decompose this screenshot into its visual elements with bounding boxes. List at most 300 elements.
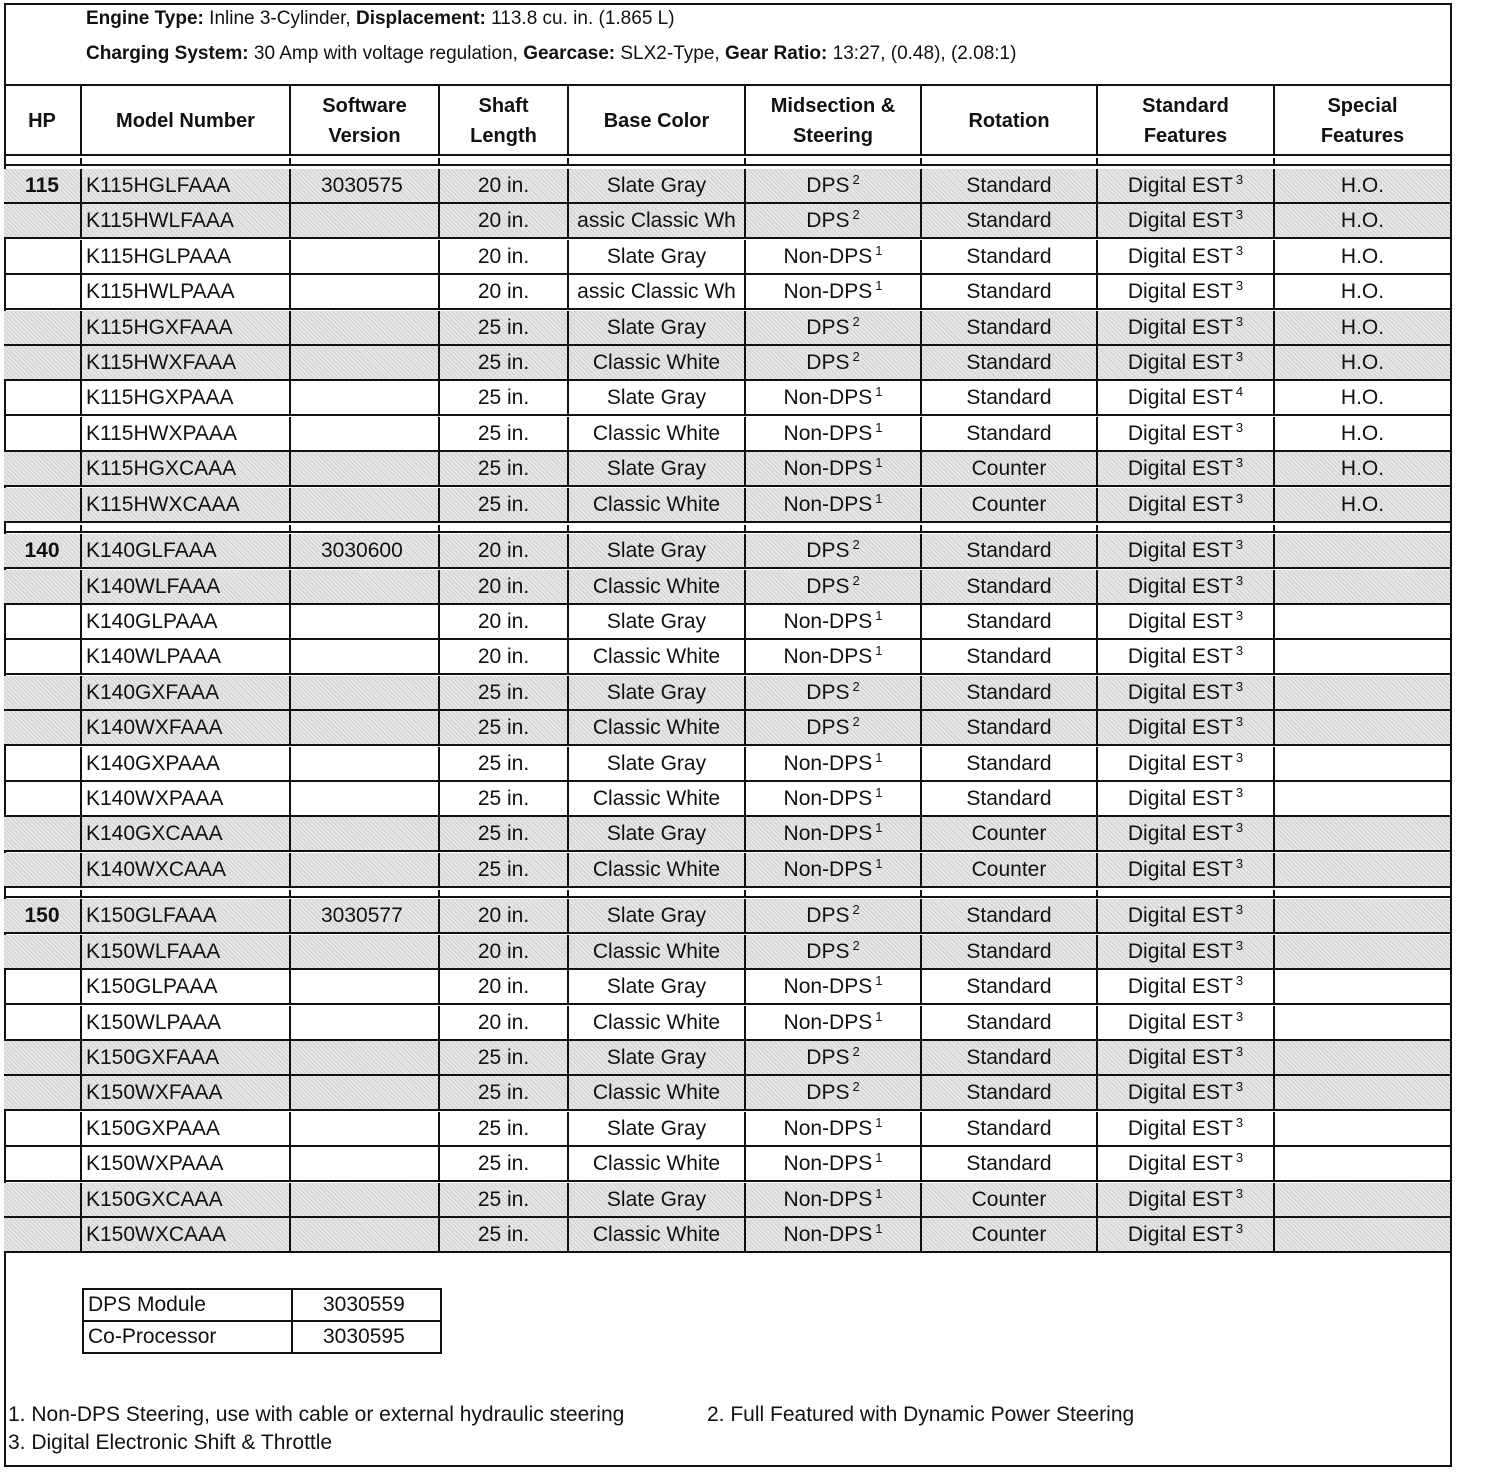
spec-label: Charging System: xyxy=(86,43,249,64)
model-number-cell: K140WLPAAA xyxy=(82,640,291,673)
software-version-cell: 3030577 xyxy=(291,899,440,932)
standard-features-cell: Digital EST $^3$ xyxy=(1098,676,1275,709)
base-color-cell: Classic White xyxy=(569,1218,746,1251)
model-number-cell: K115HGXCAAA xyxy=(82,452,291,485)
rotation-cell: Standard xyxy=(922,1006,1098,1039)
rotation-cell: Counter xyxy=(922,488,1098,521)
special-features-cell xyxy=(1275,782,1452,815)
column-header: Special Features xyxy=(1275,86,1452,156)
footnote-ref: 2 xyxy=(852,1079,860,1095)
model-number-cell: K115HGLPAAA xyxy=(82,240,291,273)
table-row xyxy=(4,1218,1452,1253)
footnote-ref: 1 xyxy=(875,490,883,506)
steering-cell: DPS $^2$ xyxy=(746,204,922,237)
model-number-cell: K140WXPAAA xyxy=(82,782,291,815)
gap-cell xyxy=(4,158,82,164)
standard-features-cell: Digital EST $^3$ xyxy=(1098,275,1275,308)
standard-features-cell: Digital EST $^3$ xyxy=(1098,935,1275,968)
footnote-ref: 2 xyxy=(852,172,860,187)
software-version-cell xyxy=(291,1112,440,1145)
standard-features-cell: Digital EST $^3$ xyxy=(1098,1147,1275,1180)
base-color-cell: Slate Gray xyxy=(569,899,746,932)
model-number-cell: K140GXPAAA xyxy=(82,747,291,780)
software-version-cell xyxy=(291,1076,440,1109)
hp-cell xyxy=(4,782,82,815)
rotation-cell: Counter xyxy=(922,452,1098,485)
shaft-length-cell: 20 in. xyxy=(440,275,569,308)
model-number-cell: K115HWXFAAA xyxy=(82,346,291,379)
table-row xyxy=(4,899,1452,934)
base-color-cell: Classic White xyxy=(569,935,746,968)
footnote-ref: 1 xyxy=(875,608,883,623)
software-version-cell xyxy=(291,782,440,815)
table-row xyxy=(4,711,1452,746)
table-row xyxy=(4,204,1452,239)
special-features-cell xyxy=(1275,676,1452,709)
standard-features-cell: Digital EST $^3$ xyxy=(1098,817,1275,850)
hp-cell xyxy=(4,817,82,850)
shaft-length-cell: 20 in. xyxy=(440,169,569,202)
footnote-ref: 2 xyxy=(852,349,860,364)
gap-cell xyxy=(922,158,1098,164)
base-color-cell: Slate Gray xyxy=(569,240,746,273)
base-color-cell: Classic White xyxy=(569,1147,746,1180)
software-version-cell: 3030600 xyxy=(291,534,440,567)
spec-value: SLX2-Type, xyxy=(615,43,725,64)
standard-features-cell: Digital EST $^4$ xyxy=(1098,381,1275,414)
standard-features-cell: Digital EST $^3$ xyxy=(1098,1183,1275,1216)
steering-cell: DPS $^2$ xyxy=(746,935,922,968)
software-version-cell xyxy=(291,970,440,1003)
special-features-cell xyxy=(1275,1147,1452,1180)
footnote-ref: 1 xyxy=(875,1150,883,1166)
hp-cell xyxy=(4,1147,82,1180)
standard-features-cell: Digital EST $^3$ xyxy=(1098,970,1275,1003)
base-color-cell: Slate Gray xyxy=(569,311,746,344)
gap-cell xyxy=(922,525,1098,531)
software-version-cell xyxy=(291,1218,440,1251)
model-number-cell: K150GXCAAA xyxy=(82,1183,291,1216)
shaft-length-cell: 25 in. xyxy=(440,747,569,780)
base-color-cell: Classic White xyxy=(569,417,746,450)
footnote-ref: 1 xyxy=(875,973,883,989)
steering-cell: DPS $^2$ xyxy=(746,676,922,709)
rotation-cell: Standard xyxy=(922,311,1098,344)
footnote-ref: 3 xyxy=(1235,242,1244,258)
steering-cell: Non-DPS $^1$ xyxy=(746,488,922,521)
standard-features-cell: Digital EST $^3$ xyxy=(1098,488,1275,521)
table-row xyxy=(4,970,1452,1005)
gap-cell xyxy=(440,890,569,896)
footnote-ref: 3 xyxy=(1235,714,1244,730)
base-color-cell: Slate Gray xyxy=(569,169,746,202)
hp-cell xyxy=(4,1076,82,1109)
table-row xyxy=(4,311,1452,346)
special-features-cell xyxy=(1275,1006,1452,1039)
shaft-length-cell: 20 in. xyxy=(440,970,569,1003)
base-color-cell: Slate Gray xyxy=(569,605,746,638)
column-header: Rotation xyxy=(922,86,1098,156)
footnote-ref: 2 xyxy=(852,937,860,953)
spec-value: 30 Amp with voltage regulation, xyxy=(248,43,524,64)
gap-cell xyxy=(291,525,440,531)
gap-cell xyxy=(4,890,82,896)
footnote-ref: 3 xyxy=(1235,1185,1244,1201)
shaft-length-cell: 20 in. xyxy=(440,605,569,638)
table-row xyxy=(4,1076,1452,1111)
base-color-cell: Classic White xyxy=(569,640,746,673)
column-header: HP xyxy=(4,86,82,156)
special-features-cell xyxy=(1275,817,1452,850)
base-color-cell: Classic White xyxy=(569,711,746,744)
special-features-cell xyxy=(1275,1183,1452,1216)
special-features-cell: H.O. xyxy=(1275,311,1452,344)
hp-cell xyxy=(4,1006,82,1039)
standard-features-cell: Digital EST $^3$ xyxy=(1098,240,1275,273)
special-features-cell xyxy=(1275,534,1452,567)
shaft-length-cell: 25 in. xyxy=(440,817,569,850)
column-header: Midsection & Steering xyxy=(746,86,922,156)
group-gap xyxy=(4,890,1452,898)
standard-features-cell: Digital EST $^3$ xyxy=(1098,1076,1275,1109)
footnote-ref: 3 xyxy=(1235,455,1244,471)
hp-cell xyxy=(4,970,82,1003)
hp-cell xyxy=(4,1112,82,1145)
special-features-cell: H.O. xyxy=(1275,488,1452,521)
steering-cell: DPS $^2$ xyxy=(746,1076,922,1109)
footnote-ref: 1 xyxy=(875,855,883,871)
special-features-cell xyxy=(1275,970,1452,1003)
steering-cell: DPS $^2$ xyxy=(746,899,922,932)
footnote-ref: 3 xyxy=(1235,490,1244,506)
shaft-length-cell: 25 in. xyxy=(440,1183,569,1216)
rotation-cell: Standard xyxy=(922,204,1098,237)
module-name: DPS Module xyxy=(83,1289,292,1321)
standard-features-cell: Digital EST $^3$ xyxy=(1098,899,1275,932)
base-color-cell: Classic White xyxy=(569,1006,746,1039)
gap-cell xyxy=(1275,158,1452,164)
standard-features-cell: Digital EST $^3$ xyxy=(1098,452,1275,485)
standard-features-cell: Digital EST $^3$ xyxy=(1098,640,1275,673)
special-features-cell: H.O. xyxy=(1275,381,1452,414)
model-number-cell: K115HGXFAAA xyxy=(82,311,291,344)
base-color-cell: Slate Gray xyxy=(569,817,746,850)
model-number-cell: K150WXCAAA xyxy=(82,1218,291,1251)
table-row xyxy=(4,275,1452,310)
rotation-cell: Standard xyxy=(922,747,1098,780)
base-color-cell: Classic White xyxy=(569,570,746,603)
standard-features-cell: Digital EST $^3$ xyxy=(1098,747,1275,780)
hp-cell xyxy=(4,676,82,709)
base-color-cell: Classic White xyxy=(569,488,746,521)
special-features-cell xyxy=(1275,899,1452,932)
column-header: Software Version xyxy=(291,86,440,156)
shaft-length-cell: 25 in. xyxy=(440,311,569,344)
table-row xyxy=(4,1041,1452,1076)
standard-features-cell: Digital EST $^3$ xyxy=(1098,346,1275,379)
hp-cell xyxy=(4,240,82,273)
steering-cell: Non-DPS $^1$ xyxy=(746,817,922,850)
base-color-cell: Classic White xyxy=(569,853,746,886)
hp-cell xyxy=(4,1183,82,1216)
footnote-ref: 1 xyxy=(875,1008,883,1024)
shaft-length-cell: 20 in. xyxy=(440,204,569,237)
footnote-ref: 3 xyxy=(1235,1079,1244,1095)
footnote-ref: 3 xyxy=(1235,172,1244,187)
special-features-cell xyxy=(1275,853,1452,886)
footnote-ref: 3 xyxy=(1235,1008,1244,1024)
hp-cell xyxy=(4,605,82,638)
steering-cell: Non-DPS $^1$ xyxy=(746,970,922,1003)
model-number-cell: K140WLFAAA xyxy=(82,570,291,603)
hp-cell xyxy=(4,381,82,414)
steering-cell: DPS $^2$ xyxy=(746,1041,922,1074)
table-row xyxy=(4,452,1452,487)
software-version-cell xyxy=(291,240,440,273)
spec-label: Displacement: xyxy=(355,8,486,29)
standard-features-cell: Digital EST $^3$ xyxy=(1098,169,1275,202)
footnote-ref: 2 xyxy=(852,1044,860,1059)
gap-cell xyxy=(291,158,440,164)
special-features-cell xyxy=(1275,1041,1452,1074)
rotation-cell: Standard xyxy=(922,676,1098,709)
special-features-cell xyxy=(1275,1076,1452,1109)
spec-label: Gearcase: xyxy=(523,43,616,64)
special-features-cell xyxy=(1275,935,1452,968)
steering-cell: Non-DPS $^1$ xyxy=(746,782,922,815)
gap-cell xyxy=(291,890,440,896)
footnote-ref: 2 xyxy=(852,572,860,588)
shaft-length-cell: 20 in. xyxy=(440,935,569,968)
hp-cell xyxy=(4,346,82,379)
hp-cell xyxy=(4,275,82,308)
module-name: Co-Processor xyxy=(83,1321,292,1353)
spec-value: 113.8 cu. in. (1.865 L) xyxy=(485,8,675,29)
footnote-ref: 1 xyxy=(875,384,883,400)
software-version-cell xyxy=(291,711,440,744)
rotation-cell: Counter xyxy=(922,1218,1098,1251)
shaft-length-cell: 20 in. xyxy=(440,1006,569,1039)
gap-cell xyxy=(82,158,291,164)
gap-cell xyxy=(440,525,569,531)
footnote-ref: 3 xyxy=(1235,608,1244,623)
gap-cell xyxy=(922,890,1098,896)
software-version-cell xyxy=(291,1041,440,1074)
shaft-length-cell: 25 in. xyxy=(440,782,569,815)
special-features-cell xyxy=(1275,605,1452,638)
software-version-cell xyxy=(291,346,440,379)
base-color-cell: Slate Gray xyxy=(569,970,746,1003)
footnote-ref: 3 xyxy=(1235,785,1244,800)
footnote-ref: 3 xyxy=(1235,572,1244,588)
steering-cell: Non-DPS $^1$ xyxy=(746,1218,922,1251)
rotation-cell: Standard xyxy=(922,570,1098,603)
rotation-cell: Standard xyxy=(922,1041,1098,1074)
standard-features-cell: Digital EST $^3$ xyxy=(1098,711,1275,744)
software-version-cell xyxy=(291,747,440,780)
rotation-cell: Standard xyxy=(922,605,1098,638)
base-color-cell: Slate Gray xyxy=(569,534,746,567)
footnote-ref: 3 xyxy=(1235,937,1244,953)
header-bottom-rule xyxy=(4,154,1452,156)
rotation-cell: Counter xyxy=(922,1183,1098,1216)
table-row xyxy=(4,1006,1452,1041)
footnote-ref: 1 xyxy=(875,1221,883,1236)
footnote-ref: 3 xyxy=(1235,820,1244,836)
gap-cell xyxy=(440,158,569,164)
hp-cell xyxy=(4,570,82,603)
standard-features-cell: Digital EST $^3$ xyxy=(1098,782,1275,815)
hp-cell xyxy=(4,747,82,780)
footnote-ref: 1 xyxy=(875,455,883,471)
base-color-cell: Classic White xyxy=(569,782,746,815)
model-number-cell: K115HWLFAAA xyxy=(82,204,291,237)
footnote-ref: 2 xyxy=(852,714,860,730)
gap-cell xyxy=(746,158,922,164)
steering-cell: Non-DPS $^1$ xyxy=(746,1112,922,1145)
model-number-cell: K150WXPAAA xyxy=(82,1147,291,1180)
table-row xyxy=(4,817,1452,852)
footnote-ref: 1 xyxy=(875,1185,883,1201)
column-header: Standard Features xyxy=(1098,86,1275,156)
shaft-length-cell: 25 in. xyxy=(440,1147,569,1180)
footnote-ref: 3 xyxy=(1235,1044,1244,1059)
module-part-number: 3030595 xyxy=(292,1321,441,1353)
group-gap xyxy=(4,525,1452,533)
special-features-cell xyxy=(1275,1112,1452,1145)
footnote-ref: 3 xyxy=(1235,1221,1244,1236)
hp-cell xyxy=(4,417,82,450)
rotation-cell: Standard xyxy=(922,381,1098,414)
gap-cell xyxy=(1275,525,1452,531)
footnote-ref: 3 xyxy=(1235,419,1244,435)
model-number-cell: K150GXFAAA xyxy=(82,1041,291,1074)
hp-cell xyxy=(4,853,82,886)
spec-value: 13:27, (0.48), (2.08:1) xyxy=(827,43,1017,64)
footnote-ref: 3 xyxy=(1235,1150,1244,1166)
table-row xyxy=(4,381,1452,416)
base-color-cell: assic Classic Wh xyxy=(569,275,746,308)
model-number-cell: K150GLFAAA xyxy=(82,899,291,932)
rotation-cell: Counter xyxy=(922,853,1098,886)
shaft-length-cell: 25 in. xyxy=(440,676,569,709)
hp-cell xyxy=(4,311,82,344)
software-version-cell xyxy=(291,1183,440,1216)
table-row xyxy=(4,169,1452,204)
footnote-ref: 3 xyxy=(1235,973,1244,989)
group-gap xyxy=(4,158,1452,166)
software-version-cell xyxy=(291,488,440,521)
gap-cell xyxy=(569,525,746,531)
steering-cell: Non-DPS $^1$ xyxy=(746,605,922,638)
shaft-length-cell: 20 in. xyxy=(440,640,569,673)
hp-cell: 115 xyxy=(4,169,82,202)
steering-cell: DPS $^2$ xyxy=(746,711,922,744)
steering-cell: DPS $^2$ xyxy=(746,534,922,567)
rotation-cell: Standard xyxy=(922,1076,1098,1109)
special-features-cell: H.O. xyxy=(1275,204,1452,237)
spec-label: Gear Ratio: xyxy=(724,43,828,64)
table-row xyxy=(4,1112,1452,1147)
table-row xyxy=(4,346,1452,381)
footnote-ref: 1 xyxy=(875,749,883,765)
footnote-ref: 1 xyxy=(875,278,883,294)
special-features-cell xyxy=(1275,1218,1452,1251)
special-features-cell: H.O. xyxy=(1275,169,1452,202)
base-color-cell: Slate Gray xyxy=(569,747,746,780)
model-number-cell: K140GLPAAA xyxy=(82,605,291,638)
shaft-length-cell: 20 in. xyxy=(440,534,569,567)
model-number-cell: K140WXCAAA xyxy=(82,853,291,886)
footnote-ref: 1 xyxy=(875,643,883,659)
shaft-length-cell: 25 in. xyxy=(440,381,569,414)
table-row xyxy=(4,676,1452,711)
gap-cell xyxy=(1098,890,1275,896)
footnote-ref: 3 xyxy=(1235,1114,1244,1130)
steering-cell: Non-DPS $^1$ xyxy=(746,240,922,273)
steering-cell: DPS $^2$ xyxy=(746,346,922,379)
module-row xyxy=(83,1289,441,1321)
steering-cell: Non-DPS $^1$ xyxy=(746,1147,922,1180)
spec-value: Inline 3-Cylinder, xyxy=(203,8,356,29)
shaft-length-cell: 25 in. xyxy=(440,1218,569,1251)
shaft-length-cell: 25 in. xyxy=(440,417,569,450)
footnote-2: 2. Full Featured with Dynamic Power Steering xyxy=(707,1403,1135,1426)
shaft-length-cell: 25 in. xyxy=(440,853,569,886)
shaft-length-cell: 25 in. xyxy=(440,1112,569,1145)
model-number-cell: K115HWLPAAA xyxy=(82,275,291,308)
steering-cell: DPS $^2$ xyxy=(746,311,922,344)
footnote-ref: 3 xyxy=(1235,313,1244,329)
module-table xyxy=(82,1288,442,1354)
rotation-cell: Standard xyxy=(922,782,1098,815)
hp-cell xyxy=(4,1218,82,1251)
special-features-cell: H.O. xyxy=(1275,452,1452,485)
base-color-cell: assic Classic Wh xyxy=(569,204,746,237)
model-number-cell: K115HWXCAAA xyxy=(82,488,291,521)
footnote-ref: 4 xyxy=(1235,384,1244,400)
software-version-cell xyxy=(291,570,440,603)
model-number-cell: K115HGLFAAA xyxy=(82,169,291,202)
standard-features-cell: Digital EST $^3$ xyxy=(1098,311,1275,344)
footnote-ref: 2 xyxy=(852,902,860,918)
gap-cell xyxy=(1098,158,1275,164)
base-color-cell: Classic White xyxy=(569,1076,746,1109)
spec-label: Engine Type: xyxy=(86,8,204,29)
footnote-1: 1. Non-DPS Steering, use with cable or external hydraulic steering xyxy=(8,1403,625,1426)
footnote-ref: 2 xyxy=(852,537,860,553)
steering-cell: Non-DPS $^1$ xyxy=(746,1006,922,1039)
table-row xyxy=(4,640,1452,675)
standard-features-cell: Digital EST $^3$ xyxy=(1098,853,1275,886)
rotation-cell: Standard xyxy=(922,275,1098,308)
table-row xyxy=(4,1183,1452,1218)
special-features-cell xyxy=(1275,711,1452,744)
table-row xyxy=(4,605,1452,640)
footnote-ref: 3 xyxy=(1235,349,1244,364)
footnote-3: 3. Digital Electronic Shift & Throttle xyxy=(8,1431,333,1454)
software-version-cell xyxy=(291,417,440,450)
gap-cell xyxy=(569,158,746,164)
spec-line-charging xyxy=(86,43,1016,65)
hp-cell xyxy=(4,640,82,673)
footnote-ref: 1 xyxy=(875,820,883,836)
gap-cell xyxy=(569,890,746,896)
hp-cell xyxy=(4,711,82,744)
software-version-cell xyxy=(291,817,440,850)
software-version-cell xyxy=(291,853,440,886)
standard-features-cell: Digital EST $^3$ xyxy=(1098,417,1275,450)
